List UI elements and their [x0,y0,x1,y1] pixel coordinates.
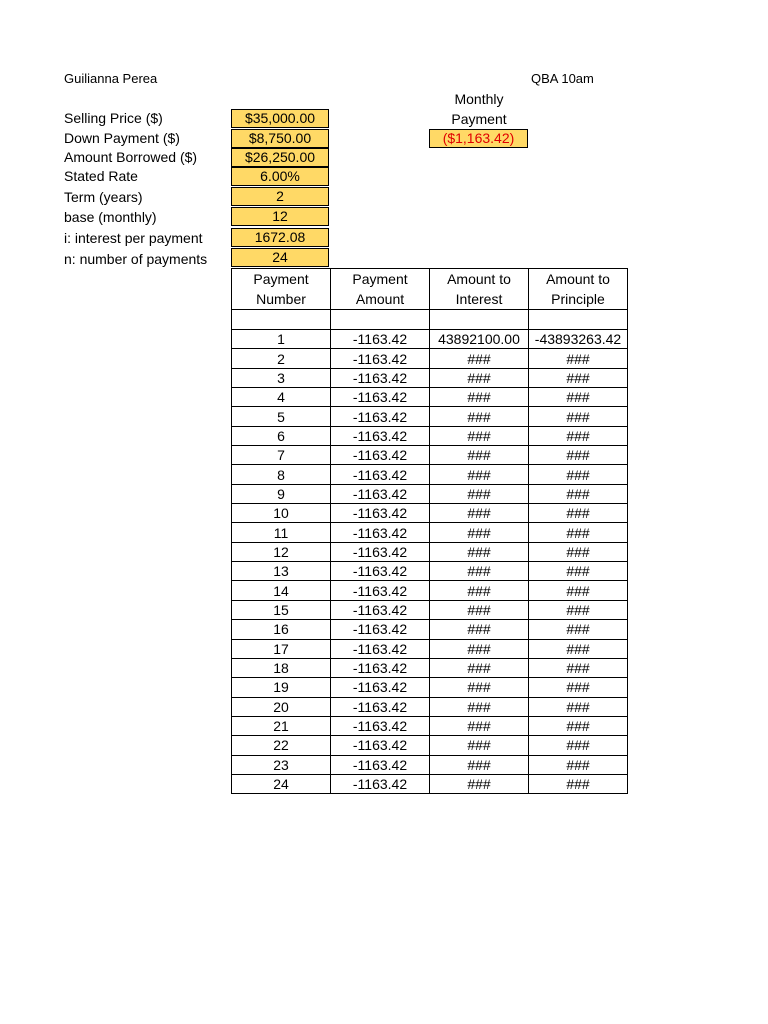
table-cell[interactable]: 21 [232,716,331,735]
table-cell[interactable]: ### [430,504,529,523]
table-cell[interactable]: ### [529,620,628,639]
table-row [232,484,628,503]
table-row [232,755,628,774]
table-row [232,716,628,735]
amortization-table [231,268,628,794]
table-cell[interactable]: 4 [232,388,331,407]
table-cell[interactable]: ### [529,407,628,426]
table-cell[interactable]: -1163.42 [331,678,430,697]
table-cell[interactable]: -1163.42 [331,658,430,677]
table-row [232,407,628,426]
table-cell[interactable]: ### [430,388,529,407]
table-cell[interactable]: 18 [232,658,331,677]
table-cell[interactable]: -1163.42 [331,349,430,368]
table-cell[interactable]: ### [430,581,529,600]
table-cell[interactable]: 15 [232,600,331,619]
table-cell[interactable]: 20 [232,697,331,716]
table-cell[interactable]: ### [529,716,628,735]
table-cell[interactable]: -1163.42 [331,716,430,735]
table-cell[interactable]: ### [529,349,628,368]
selling-price-label: Selling Price ($) [64,110,163,126]
table-cell[interactable]: ### [529,736,628,755]
class-label: QBA 10am [531,71,594,86]
table-cell[interactable] [529,310,628,330]
table-cell[interactable]: ### [529,581,628,600]
table-cell[interactable]: -1163.42 [331,465,430,484]
table-cell[interactable]: -1163.42 [331,388,430,407]
stated-rate-label: Stated Rate [64,168,138,184]
table-cell[interactable] [331,310,430,330]
table-cell[interactable]: ### [529,755,628,774]
table-cell[interactable]: 3 [232,368,331,387]
table-cell[interactable]: ### [529,368,628,387]
monthly-payment-label-line1: Monthly [454,91,504,107]
table-cell[interactable]: ### [430,484,529,503]
table-row [232,368,628,387]
table-row [232,426,628,445]
table-cell[interactable]: -1163.42 [331,755,430,774]
down-payment-cell[interactable]: $8,750.00 [231,129,329,148]
table-row [232,465,628,484]
table-cell[interactable]: -1163.42 [331,600,430,619]
table-cell[interactable]: ### [529,774,628,793]
table-cell[interactable]: ### [430,755,529,774]
amount-borrowed-label: Amount Borrowed ($) [64,149,198,165]
table-cell[interactable]: -1163.42 [331,697,430,716]
number-of-payments-label: n: number of payments [64,251,208,267]
table-row [232,600,628,619]
table-cell[interactable]: -1163.42 [331,620,430,639]
table-cell[interactable]: ### [430,542,529,561]
table-cell[interactable]: -1163.42 [331,504,430,523]
table-cell[interactable]: -1163.42 [331,562,430,581]
table-cell[interactable]: -1163.42 [331,639,430,658]
table-row [232,581,628,600]
table-cell[interactable]: ### [430,523,529,542]
table-cell[interactable]: 43892100.00 [430,330,529,349]
table-cell[interactable]: ### [529,678,628,697]
table-cell[interactable]: ### [430,716,529,735]
table-cell[interactable]: -1163.42 [331,523,430,542]
table-cell[interactable]: ### [430,774,529,793]
monthly-payment-cell[interactable]: ($1,163.42) [429,129,528,148]
term-years-label: Term (years) [64,189,143,205]
table-cell[interactable]: ### [430,368,529,387]
table-cell[interactable]: 6 [232,426,331,445]
table-cell[interactable]: ### [430,697,529,716]
table-row [232,774,628,793]
table-cell[interactable]: ### [529,465,628,484]
table-cell[interactable]: 13 [232,562,331,581]
table-cell[interactable]: ### [430,678,529,697]
table-cell[interactable]: 1 [232,330,331,349]
base-monthly-label: base (monthly) [64,209,157,225]
table-cell[interactable]: ### [430,639,529,658]
table-cell[interactable]: -1163.42 [331,542,430,561]
monthly-payment-label-line2: Payment [451,111,507,127]
table-cell[interactable]: ### [430,736,529,755]
amount-borrowed-cell[interactable]: $26,250.00 [231,148,329,167]
table-cell[interactable]: ### [430,658,529,677]
table-cell[interactable]: 2 [232,349,331,368]
table-cell[interactable]: 24 [232,774,331,793]
table-cell[interactable]: 19 [232,678,331,697]
table-cell[interactable]: 10 [232,504,331,523]
table-cell[interactable]: 8 [232,465,331,484]
table-cell[interactable]: ### [529,388,628,407]
student-name: Guilianna Perea [64,71,158,86]
table-row [232,639,628,658]
table-cell[interactable]: -1163.42 [331,484,430,503]
table-cell[interactable] [232,310,331,330]
term-years-cell[interactable]: 2 [231,187,329,206]
table-row [232,620,628,639]
table-cell[interactable]: ### [430,600,529,619]
table-cell[interactable]: 12 [232,542,331,561]
table-cell[interactable]: 23 [232,755,331,774]
table-cell[interactable]: -1163.42 [331,736,430,755]
table-cell[interactable]: 5 [232,407,331,426]
table-cell[interactable]: ### [430,465,529,484]
table-row [232,523,628,542]
table-cell[interactable]: ### [529,697,628,716]
table-row [232,330,628,349]
column-header-amount-to-interest: Amount to Interest [430,269,529,310]
table-row [232,542,628,561]
table-cell[interactable]: ### [430,446,529,465]
interest-per-payment-cell[interactable]: 1672.08 [231,228,329,247]
table-cell[interactable]: 17 [232,639,331,658]
table-cell[interactable]: ### [529,446,628,465]
column-header-amount-to-principle: Amount to Principle [529,269,628,310]
base-monthly-cell[interactable]: 12 [231,207,329,226]
table-cell[interactable]: 14 [232,581,331,600]
interest-per-payment-label: i: interest per payment [64,230,203,246]
table-cell[interactable]: ### [529,504,628,523]
selling-price-cell[interactable]: $35,000.00 [231,109,329,128]
table-cell[interactable]: -1163.42 [331,446,430,465]
table-row [232,562,628,581]
table-header-row [232,269,628,310]
table-cell[interactable]: -1163.42 [331,407,430,426]
table-cell[interactable]: -1163.42 [331,581,430,600]
table-cell[interactable]: ### [529,639,628,658]
table-cell[interactable]: ### [529,600,628,619]
table-cell[interactable]: ### [430,562,529,581]
table-cell[interactable]: ### [529,426,628,445]
table-row [232,446,628,465]
table-row [232,658,628,677]
table-cell[interactable]: ### [529,562,628,581]
table-row [232,678,628,697]
table-cell[interactable]: -1163.42 [331,368,430,387]
table-cell[interactable]: ### [430,349,529,368]
table-cell[interactable]: 22 [232,736,331,755]
table-row [232,504,628,523]
table-cell[interactable]: ### [430,620,529,639]
table-cell[interactable]: -43893263.42 [529,330,628,349]
number-of-payments-cell[interactable]: 24 [231,248,329,267]
table-row [232,349,628,368]
table-cell[interactable]: 16 [232,620,331,639]
table-cell[interactable]: ### [529,658,628,677]
table-cell[interactable]: -1163.42 [331,330,430,349]
table-cell[interactable]: ### [430,426,529,445]
table-cell[interactable]: -1163.42 [331,774,430,793]
down-payment-label: Down Payment ($) [64,130,180,146]
table-row [232,388,628,407]
table-cell[interactable]: ### [430,407,529,426]
table-cell[interactable]: ### [529,523,628,542]
table-cell[interactable]: 7 [232,446,331,465]
stated-rate-cell[interactable]: 6.00% [231,167,329,186]
table-cell[interactable]: 11 [232,523,331,542]
column-header-payment-amount: Payment Amount [331,269,430,310]
table-cell[interactable]: ### [529,484,628,503]
table-cell[interactable]: ### [529,542,628,561]
table-cell[interactable]: -1163.42 [331,426,430,445]
table-cell[interactable]: 9 [232,484,331,503]
table-row [232,736,628,755]
table-cell[interactable] [430,310,529,330]
column-header-payment-number: Payment Number [232,269,331,310]
table-row [232,697,628,716]
blank-row [232,310,628,330]
